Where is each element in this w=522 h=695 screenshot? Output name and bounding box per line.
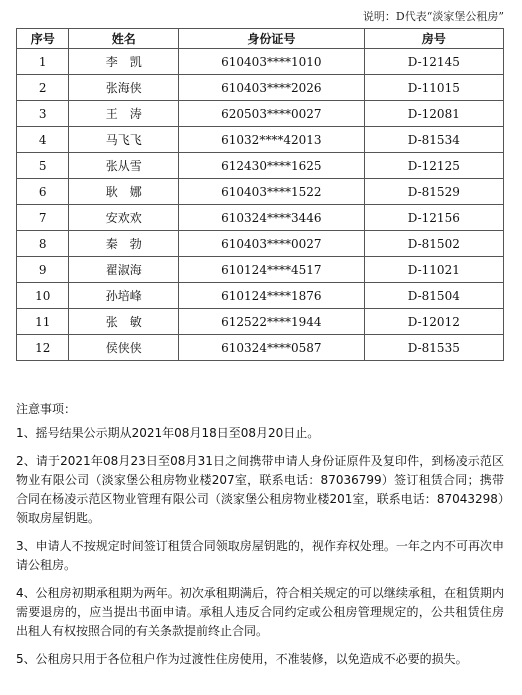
cell-id-number: 610403****2026 xyxy=(179,75,365,101)
note-item: 2、请于2021年08月23日至08月31日之间携带申请人身份证原件及复印件，到杨凌示范区物业有限公司（淡家堡公租房物业楼207室，联系电话：87036799）签订租赁合同；携带合同在杨凌示范区物业管理有限公司（淡家堡公租房物业楼201室，联系电话：87043298）领取房屋钥匙。 xyxy=(16,454,504,525)
cell-name: 翟淑海 xyxy=(69,257,179,283)
table-header-row xyxy=(17,29,504,49)
cell-name: 马飞飞 xyxy=(69,127,179,153)
cell-index: 6 xyxy=(17,179,69,205)
cell-room-number: D-11021 xyxy=(364,257,503,283)
cell-room-number: D-81502 xyxy=(364,231,503,257)
cell-index: 5 xyxy=(17,153,69,179)
cell-index: 10 xyxy=(17,283,69,309)
cell-room-number: D-12125 xyxy=(364,153,503,179)
cell-id-number: 610324****3446 xyxy=(179,205,365,231)
cell-name: 安欢欢 xyxy=(69,205,179,231)
cell-id-number: 610124****4517 xyxy=(179,257,365,283)
table-row xyxy=(17,153,504,179)
cell-index: 8 xyxy=(17,231,69,257)
cell-index: 7 xyxy=(17,205,69,231)
cell-name: 张从雪 xyxy=(69,153,179,179)
cell-id-number: 610403****1522 xyxy=(179,179,365,205)
cell-id-number: 612430****1625 xyxy=(179,153,365,179)
table-row xyxy=(17,309,504,335)
cell-index: 11 xyxy=(17,309,69,335)
note-item: 5、公租房只用于各位租户作为过渡性住房使用，不准装修，以免造成不必要的损失。 xyxy=(16,652,468,666)
notes-heading: 注意事项： xyxy=(16,402,77,416)
note-item: 1、摇号结果公示期从2021年08月18日至08月20日止。 xyxy=(16,426,320,440)
notes-section xyxy=(16,400,504,678)
table-row xyxy=(17,257,504,283)
cell-index: 4 xyxy=(17,127,69,153)
table-row xyxy=(17,75,504,101)
cell-name: 孙培峰 xyxy=(69,283,179,309)
cell-name: 秦 勃 xyxy=(69,231,179,257)
table-row xyxy=(17,49,504,75)
table-row xyxy=(17,127,504,153)
cell-index: 1 xyxy=(17,49,69,75)
cell-id-number: 61032****42013 xyxy=(179,127,365,153)
cell-room-number: D-81535 xyxy=(364,335,503,361)
cell-index: 3 xyxy=(17,101,69,127)
cell-id-number: 610324****0587 xyxy=(179,335,365,361)
table-row xyxy=(17,101,504,127)
cell-id-number: 610124****1876 xyxy=(179,283,365,309)
cell-index: 12 xyxy=(17,335,69,361)
legend-note: 说明：D代表“淡家堡公租房” xyxy=(362,10,504,23)
cell-name: 侯侠侠 xyxy=(69,335,179,361)
header-id-number: 身份证号 xyxy=(179,29,365,49)
cell-index: 2 xyxy=(17,75,69,101)
cell-room-number: D-12081 xyxy=(364,101,503,127)
table-row xyxy=(17,179,504,205)
cell-room-number: D-81529 xyxy=(364,179,503,205)
cell-index: 9 xyxy=(17,257,69,283)
cell-id-number: 610403****1010 xyxy=(179,49,365,75)
cell-room-number: D-81534 xyxy=(364,127,503,153)
cell-room-number: D-12145 xyxy=(364,49,503,75)
cell-id-number: 612522****1944 xyxy=(179,309,365,335)
cell-room-number: D-81504 xyxy=(364,283,503,309)
table-row xyxy=(17,335,504,361)
cell-name: 王 涛 xyxy=(69,101,179,127)
cell-name: 张海侠 xyxy=(69,75,179,101)
note-item: 4、公租房初期承租期为两年。初次承租期满后，符合相关规定的可以继续承租，在租赁期内需要退房的，应当提出书面申请。承租人违反合同约定或公租房管理规定的，公共租赁住房出租人有权按照合同的有关条款提前终止合同。 xyxy=(16,586,504,638)
cell-id-number: 610403****0027 xyxy=(179,231,365,257)
cell-name: 李 凯 xyxy=(69,49,179,75)
table-row xyxy=(17,283,504,309)
header-room-number: 房号 xyxy=(364,29,503,49)
cell-name: 张 敏 xyxy=(69,309,179,335)
cell-room-number: D-12156 xyxy=(364,205,503,231)
table-row xyxy=(17,231,504,257)
cell-room-number: D-11015 xyxy=(364,75,503,101)
header-name: 姓名 xyxy=(69,29,179,49)
lottery-result-table xyxy=(16,28,504,361)
cell-room-number: D-12012 xyxy=(364,309,503,335)
cell-name: 耿 娜 xyxy=(69,179,179,205)
note-item: 3、申请人不按规定时间签订租赁合同领取房屋钥匙的，视作弃权处理。一年之内不可再次申请公租房。 xyxy=(16,539,504,572)
table-row xyxy=(17,205,504,231)
header-index: 序号 xyxy=(17,29,69,49)
cell-id-number: 620503****0027 xyxy=(179,101,365,127)
